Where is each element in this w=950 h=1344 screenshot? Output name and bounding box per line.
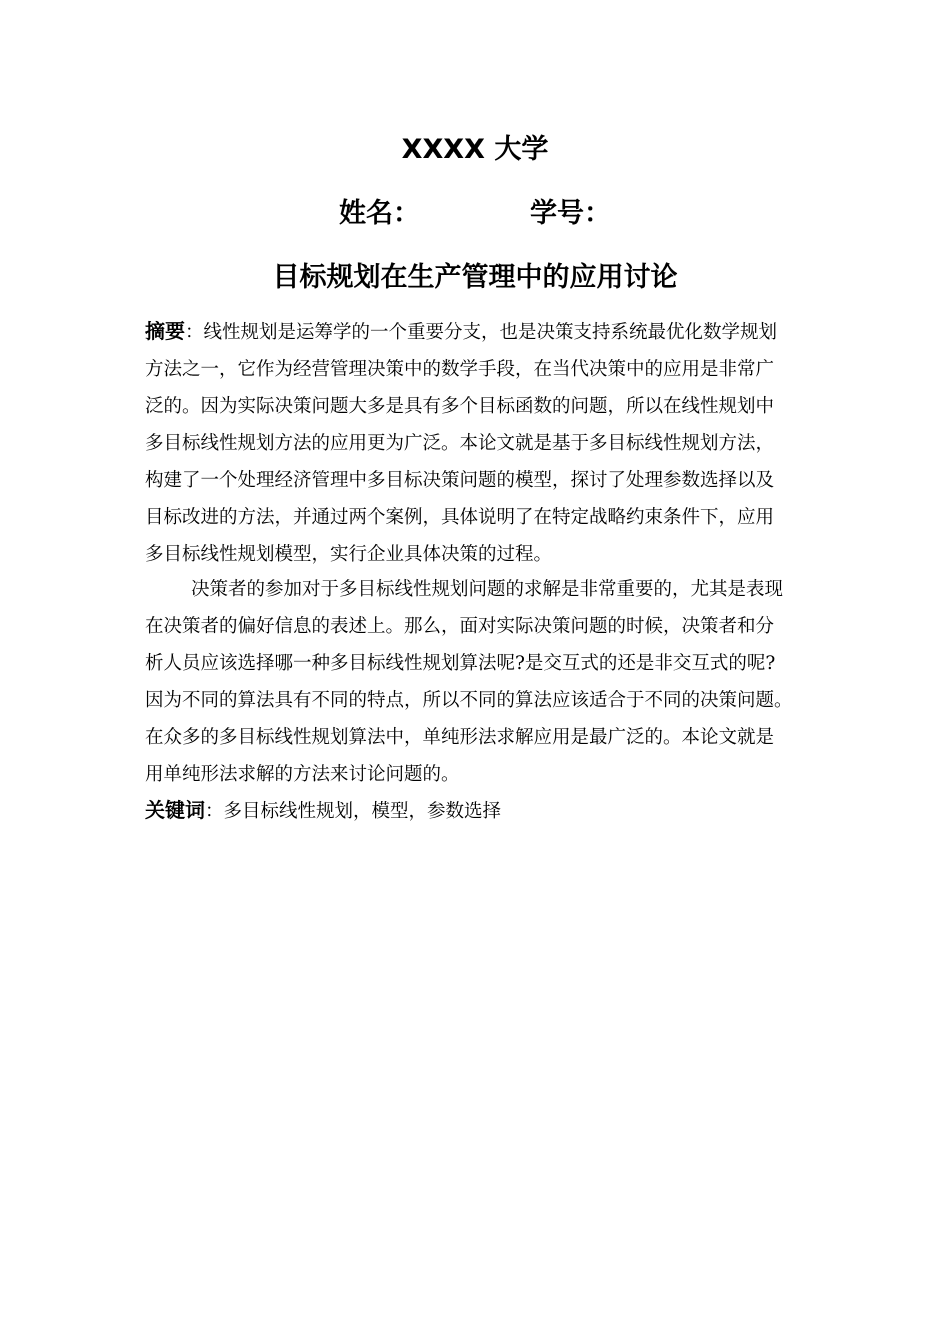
abstract-text: 线性规划是运筹学的一个重要分支，也是决策支持系统最优化数学规划 bbox=[203, 322, 778, 343]
discussion-line-5: 在众多的多目标线性规划算法中，单纯形法求解应用是最广泛的。本论文就是 bbox=[145, 727, 775, 748]
abstract-section bbox=[145, 313, 825, 573]
abstract-line-6: 目标改进的方法，并通过两个案例，具体说明了在特定战略约束条件下，应用 bbox=[145, 507, 775, 528]
student-id-label: 学号： bbox=[530, 198, 611, 229]
name-label: 姓名： bbox=[339, 198, 420, 229]
paper-title: 目标规划在生产管理中的应用讨论 bbox=[272, 262, 678, 293]
keywords-label: 关键词 bbox=[145, 798, 205, 822]
abstract-label: 摘要 bbox=[145, 319, 185, 343]
abstract-line-3: 泛的。因为实际决策问题大多是具有多个目标函数的问题，所以在线性规划中 bbox=[145, 396, 775, 417]
discussion-line-6: 用单纯形法求解的方法来讨论问题的。 bbox=[145, 764, 460, 785]
discussion-line-2: 在决策者的偏好信息的表述上。那么，面对实际决策问题的时候，决策者和分 bbox=[145, 616, 775, 637]
student-info-line bbox=[0, 196, 950, 232]
discussion-paragraph bbox=[145, 571, 825, 793]
abstract-line-4: 多目标线性规划方法的应用更为广泛。本论文就是基于多目标线性规划方法， bbox=[145, 433, 775, 454]
abstract-line-2: 方法之一，它作为经营管理决策中的数学手段，在当代决策中的应用是非常广 bbox=[145, 359, 775, 380]
keywords-line bbox=[145, 792, 825, 830]
university-name: XXXX 大学 bbox=[401, 134, 549, 165]
discussion-line-4: 因为不同的算法具有不同的特点，所以不同的算法应该适合于不同的决策问题。 bbox=[145, 690, 793, 711]
keywords-section bbox=[145, 792, 825, 830]
keywords-value: 多目标线性规划，模型，参数选择 bbox=[223, 801, 502, 822]
discussion-line-1: 决策者的参加对于多目标线性规划问题的求解是非常重要的，尤其是表现 bbox=[191, 579, 784, 600]
abstract-line-7: 多目标线性规划模型，实行企业具体决策的过程。 bbox=[145, 544, 553, 565]
abstract-line-1 bbox=[145, 313, 825, 351]
abstract-colon: ： bbox=[185, 322, 204, 343]
discussion-line-3: 析人员应该选择哪一种多目标线性规划算法呢?是交互式的还是非交互式的呢? bbox=[145, 653, 776, 674]
abstract-line-5: 构建了一个处理经济管理中多目标决策问题的模型，探讨了处理参数选择以及 bbox=[145, 470, 775, 491]
keywords-colon: ： bbox=[205, 801, 224, 822]
